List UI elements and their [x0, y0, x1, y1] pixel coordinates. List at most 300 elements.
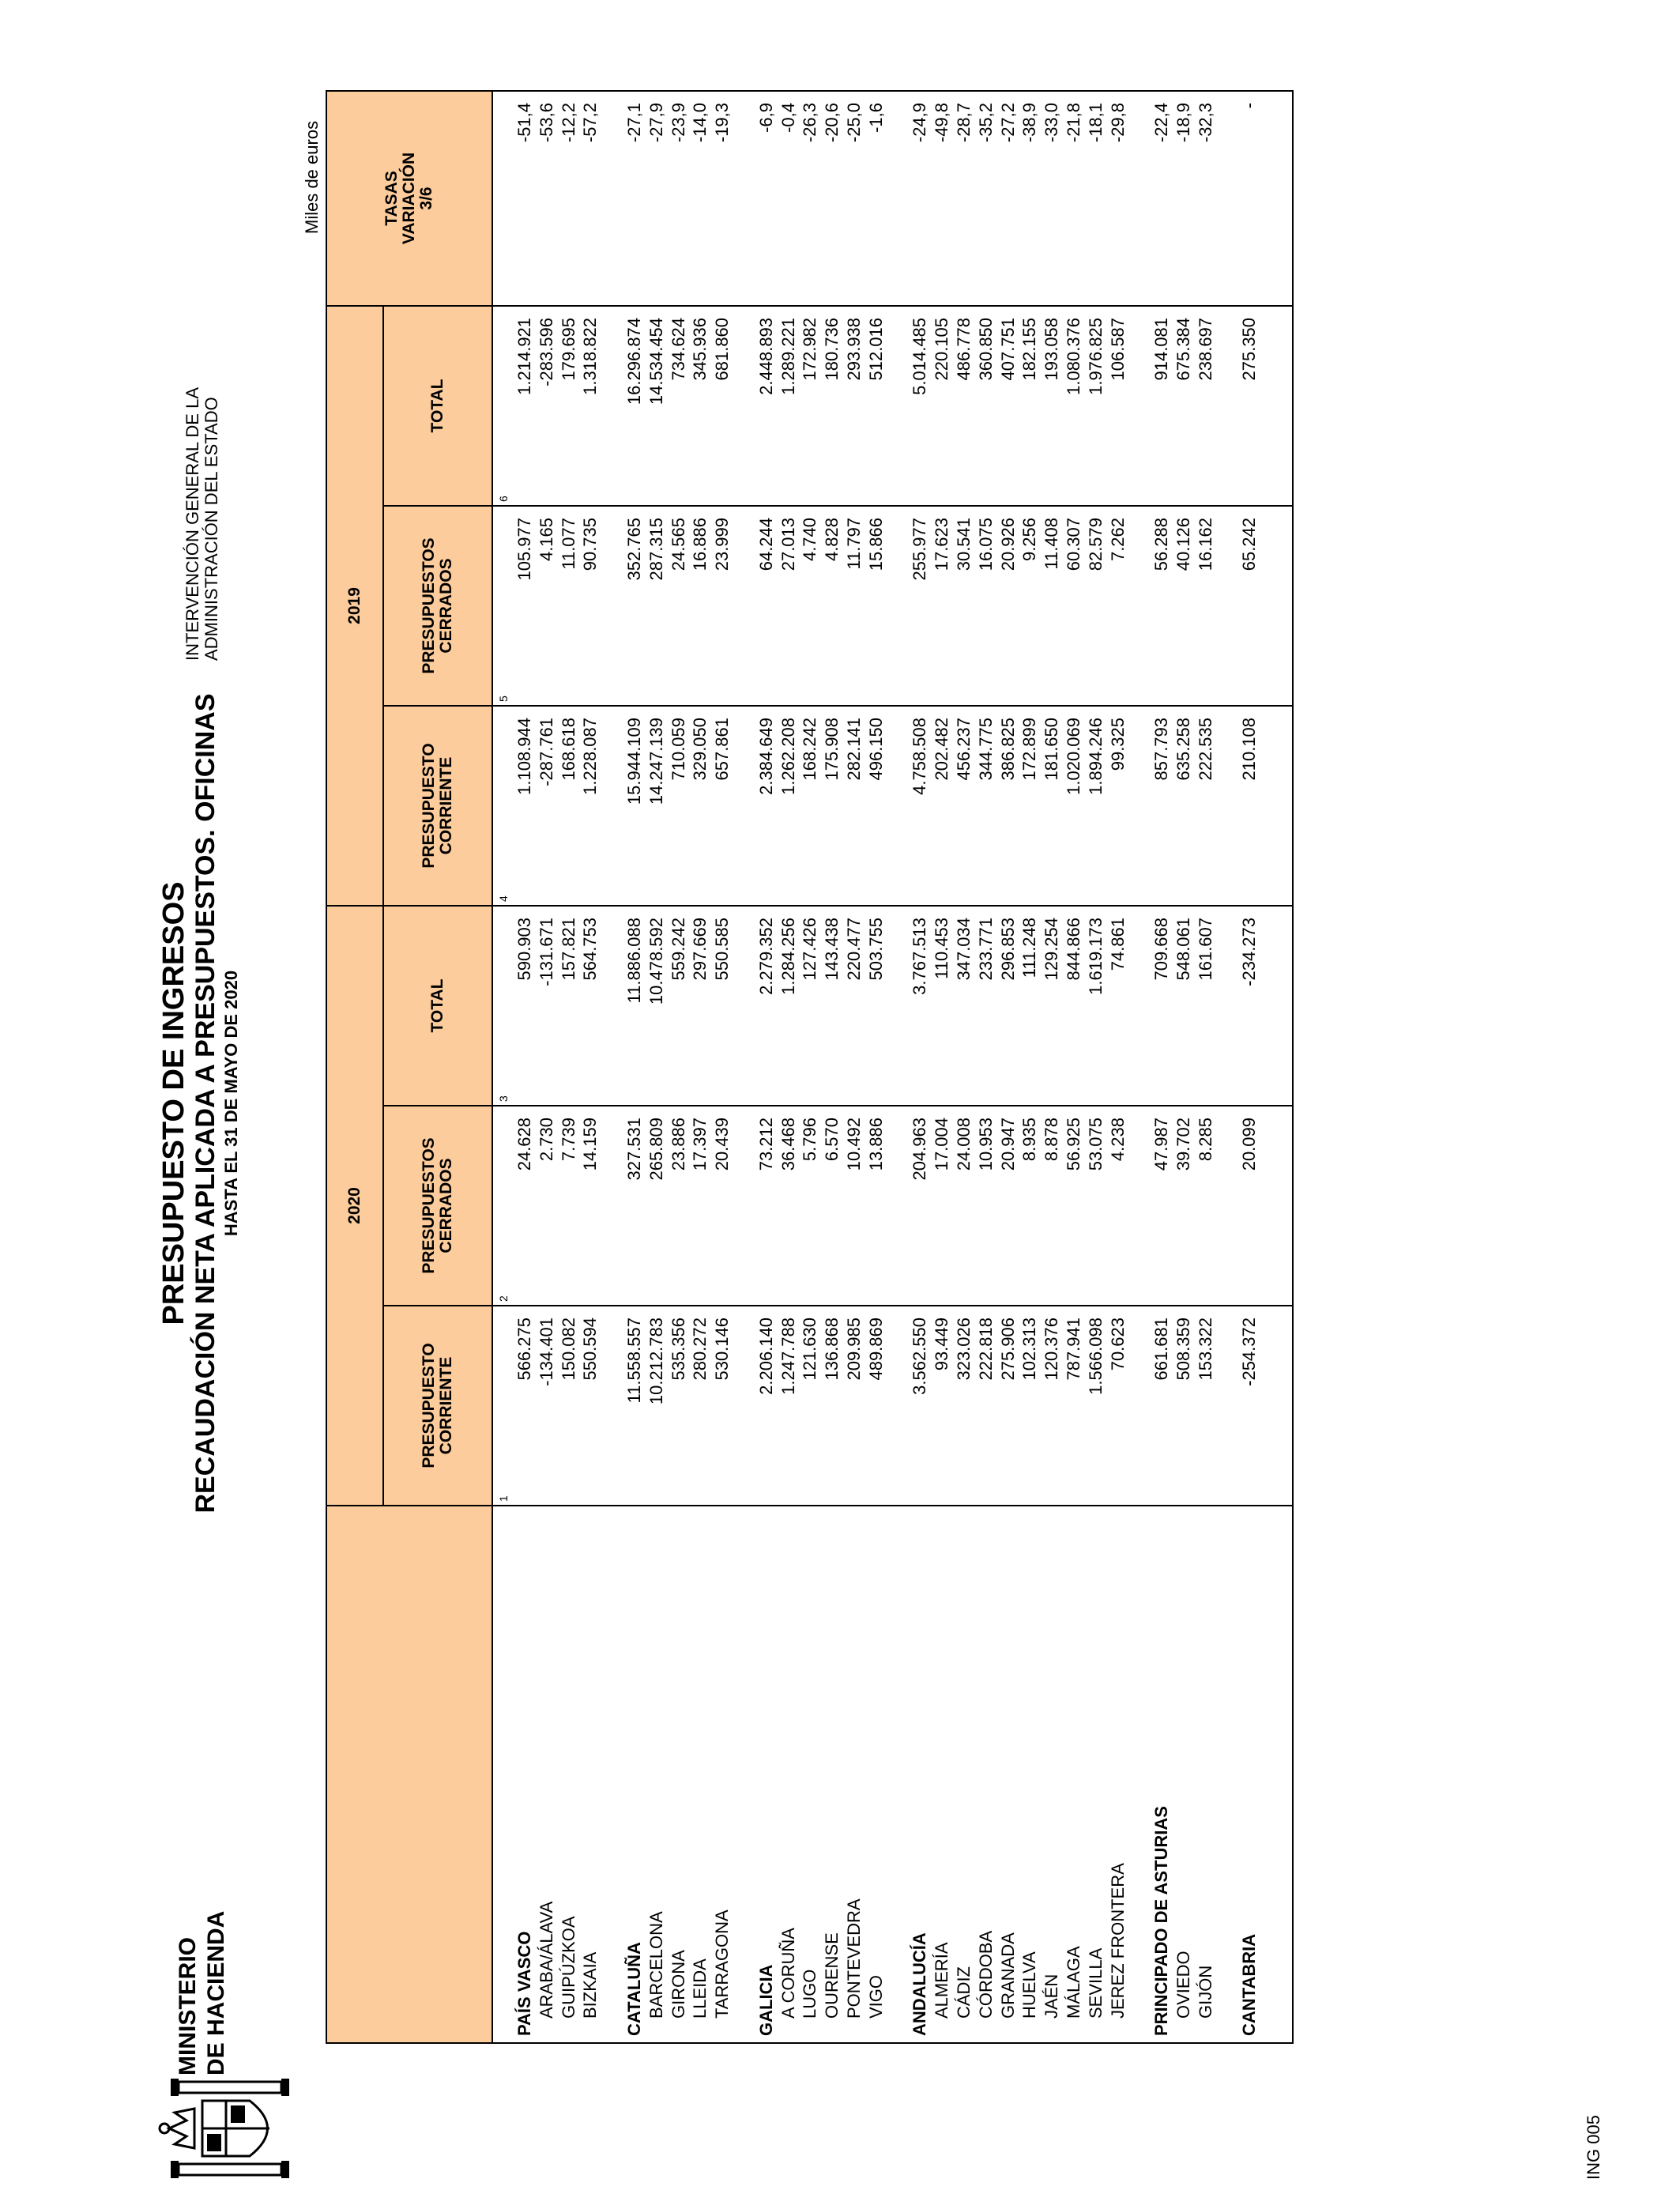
value-2020-corriente: 566.275	[514, 1306, 536, 1506]
value-2020-total: 143.438	[821, 906, 843, 1106]
spacer-cell	[601, 91, 623, 306]
value-2020-corriente: 153.322	[1195, 1306, 1217, 1506]
document-heading	[158, 566, 242, 1641]
value-2019-corriente: 657.861	[711, 706, 733, 906]
value-2019-cerrados: 11.408	[1041, 506, 1063, 706]
spacer-cell	[733, 506, 755, 706]
value-2020-total: 564.753	[579, 906, 601, 1106]
spacer-cell	[1128, 306, 1151, 506]
spacer-cell	[601, 906, 623, 1106]
spacer-cell	[1260, 1506, 1293, 2043]
office-row	[579, 91, 601, 2043]
value-2019-corriente: 635.258	[1173, 706, 1195, 906]
region-row	[909, 91, 931, 2043]
region-row	[755, 91, 778, 2043]
value-2020-total: 161.607	[1195, 906, 1217, 1106]
value-2019-total: 345.936	[689, 306, 711, 506]
value-2019-total: 1.080.376	[1063, 306, 1085, 506]
value-2019-corriente: -287.761	[536, 706, 558, 906]
value-2020-cerrados: 73.212	[755, 1106, 778, 1306]
rate-header-line-2: VARIACIÓN	[400, 152, 418, 245]
office-name: HUELVA	[1019, 1506, 1041, 2043]
office-name: LUGO	[799, 1506, 821, 2043]
header-line: PRESUPUESTOS	[420, 537, 438, 674]
value-2020-corriente: 209.985	[843, 1306, 865, 1506]
value-tasa-variacion: -25,0	[843, 91, 865, 306]
value-2019-total: 193.058	[1041, 306, 1063, 506]
office-name: CÓRDOBA	[975, 1506, 997, 2043]
value-2020-total: 110.453	[931, 906, 953, 1106]
office-row	[1063, 91, 1085, 2043]
value-2020-corriente: 280.272	[689, 1306, 711, 1506]
office-row	[953, 91, 975, 2043]
spacer-cell	[887, 906, 910, 1106]
value-2020-corriente: 11.558.557	[623, 1306, 646, 1506]
spacer-cell	[733, 306, 755, 506]
value-2020-cerrados: 20.099	[1238, 1106, 1260, 1306]
value-2020-total: 1.284.256	[778, 906, 800, 1106]
region-row	[1151, 91, 1173, 2043]
ministry-line-1: MINISTERIO	[175, 1936, 201, 2075]
value-2019-total: 407.751	[997, 306, 1019, 506]
column-index-row	[492, 91, 514, 2043]
spacer-cell	[601, 506, 623, 706]
column-index-cell: 2	[492, 1106, 514, 1306]
value-2020-total: 11.886.088	[623, 906, 646, 1106]
column-index-cell: 6	[492, 306, 514, 506]
spacer-cell	[1260, 1306, 1293, 1506]
spacer-cell	[887, 706, 910, 906]
column-index-cell	[492, 91, 514, 306]
spacer-cell	[1217, 1506, 1239, 2043]
value-2019-corriente: 99.325	[1107, 706, 1129, 906]
office-name: GUIPÚZKOA	[558, 1506, 580, 2043]
value-2020-cerrados: 23.886	[668, 1106, 690, 1306]
value-2020-corriente: 275.906	[997, 1306, 1019, 1506]
office-row	[799, 91, 821, 2043]
value-2020-total: 503.755	[865, 906, 887, 1106]
value-2019-corriente: 14.247.139	[646, 706, 668, 906]
office-name: BARCELONA	[646, 1506, 668, 2043]
office-row	[843, 91, 865, 2043]
value-2019-corriente: 222.535	[1195, 706, 1217, 906]
table-body	[492, 91, 1293, 2043]
value-2019-cerrados: 20.926	[997, 506, 1019, 706]
value-tasa-variacion: -18,1	[1085, 91, 1107, 306]
value-2020-cerrados: 20.439	[711, 1106, 733, 1306]
office-row	[536, 91, 558, 2043]
value-2019-corriente: 181.650	[1041, 706, 1063, 906]
spacer-cell	[733, 906, 755, 1106]
region-row	[623, 91, 646, 2043]
value-2020-corriente: 70.623	[1107, 1306, 1129, 1506]
value-2020-cerrados: 327.531	[623, 1106, 646, 1306]
value-2020-cerrados: 4.238	[1107, 1106, 1129, 1306]
office-row	[865, 91, 887, 2043]
office-row	[931, 91, 953, 2043]
value-2019-total: 238.697	[1195, 306, 1217, 506]
value-2019-total: 1.976.825	[1085, 306, 1107, 506]
office-row	[646, 91, 668, 2043]
value-2020-corriente: 222.818	[975, 1306, 997, 1506]
value-2020-cerrados: 8.935	[1019, 1106, 1041, 1306]
value-2019-total: 734.624	[668, 306, 690, 506]
office-name: OVIEDO	[1173, 1506, 1195, 2043]
value-tasa-variacion: -6,9	[755, 91, 778, 306]
value-tasa-variacion: -12,2	[558, 91, 580, 306]
value-2020-corriente: 787.941	[1063, 1306, 1085, 1506]
office-column-header	[326, 1506, 492, 2043]
office-name: A CORUÑA	[778, 1506, 800, 2043]
value-2020-corriente: 1.247.788	[778, 1306, 800, 1506]
spacer-cell	[1217, 706, 1239, 906]
value-2019-corriente: 496.150	[865, 706, 887, 906]
value-tasa-variacion: -1,6	[865, 91, 887, 306]
value-2020-total: 233.771	[975, 906, 997, 1106]
value-2020-corriente: 1.566.098	[1085, 1306, 1107, 1506]
value-2020-cerrados: 24.008	[953, 1106, 975, 1306]
value-2020-corriente: 661.681	[1151, 1306, 1173, 1506]
value-2019-total: 16.296.874	[623, 306, 646, 506]
col-2019-presupuesto-corriente	[383, 706, 492, 906]
value-2019-corriente: 344.775	[975, 706, 997, 906]
office-name: CÁDIZ	[953, 1506, 975, 2043]
spacer-cell	[601, 1506, 623, 2043]
spacer-cell	[887, 1506, 910, 2043]
value-2019-total: 486.778	[953, 306, 975, 506]
office-name: ALMERÍA	[931, 1506, 953, 2043]
value-2020-total: 709.668	[1151, 906, 1173, 1106]
office-row	[689, 91, 711, 2043]
value-tasa-variacion: -22,4	[1151, 91, 1173, 306]
spacer-cell	[601, 306, 623, 506]
value-2019-corriente: 4.758.508	[909, 706, 931, 906]
value-2020-cerrados: 8.285	[1195, 1106, 1217, 1306]
value-2020-cerrados: 5.796	[799, 1106, 821, 1306]
col-2020-presupuesto-corriente	[383, 1306, 492, 1506]
value-tasa-variacion: -32,3	[1195, 91, 1217, 306]
spacer-cell	[887, 1306, 910, 1506]
value-2020-total: 74.861	[1107, 906, 1129, 1106]
value-2020-cerrados: 14.159	[579, 1106, 601, 1306]
value-2019-corriente: 172.899	[1019, 706, 1041, 906]
value-tasa-variacion: -14,0	[689, 91, 711, 306]
value-2019-total: -283.596	[536, 306, 558, 506]
office-row	[1019, 91, 1041, 2043]
rate-header-line-1: TASAS	[382, 171, 401, 226]
value-2020-total: 559.242	[668, 906, 690, 1106]
spacer-cell	[1217, 906, 1239, 1106]
date-line: HASTA EL 31 DE MAYO DE 2020	[221, 970, 241, 1237]
office-row	[1041, 91, 1063, 2043]
units-label: Miles de euros	[302, 120, 322, 234]
value-2019-corriente: 386.825	[997, 706, 1019, 906]
value-2020-corriente: 2.206.140	[755, 1306, 778, 1506]
value-2020-total: 347.034	[953, 906, 975, 1106]
office-row	[975, 91, 997, 2043]
spacer-cell	[601, 706, 623, 906]
value-2019-corriente: 456.237	[953, 706, 975, 906]
office-name: JAÉN	[1041, 1506, 1063, 2043]
value-tasa-variacion: -33,0	[1041, 91, 1063, 306]
value-2019-total: 293.938	[843, 306, 865, 506]
region-name: CATALUÑA	[623, 1506, 646, 2043]
value-2019-total: 275.350	[1238, 306, 1260, 506]
igae-line-2: ADMINISTRACIÓN DEL ESTADO	[202, 397, 221, 661]
value-2019-cerrados: 27.013	[778, 506, 800, 706]
value-2020-corriente: 530.146	[711, 1306, 733, 1506]
value-2020-cerrados: 47.987	[1151, 1106, 1173, 1306]
spacer-cell	[1128, 1306, 1151, 1506]
value-2019-total: 14.534.454	[646, 306, 668, 506]
column-index-cell: 1	[492, 1306, 514, 1506]
value-2019-cerrados: 30.541	[953, 506, 975, 706]
spacer-cell	[733, 706, 755, 906]
value-2020-total: 550.585	[711, 906, 733, 1106]
spacer-row	[601, 91, 623, 2043]
spacer-cell	[1260, 506, 1293, 706]
value-2019-total: 1.318.822	[579, 306, 601, 506]
header-line: CERRADOS	[437, 558, 455, 654]
value-2020-total: 844.866	[1063, 906, 1085, 1106]
value-2019-cerrados: 11.077	[558, 506, 580, 706]
value-2019-cerrados: 16.075	[975, 506, 997, 706]
spacer-cell	[1128, 906, 1151, 1106]
spacer-cell	[1128, 1506, 1151, 2043]
value-2019-cerrados: 9.256	[1019, 506, 1041, 706]
region-name: PRINCIPADO DE ASTURIAS	[1151, 1506, 1173, 2043]
value-2019-cerrados: 90.735	[579, 506, 601, 706]
value-2019-corriente: 857.793	[1151, 706, 1173, 906]
value-2020-total: 590.903	[514, 906, 536, 1106]
value-2019-cerrados: 40.126	[1173, 506, 1195, 706]
value-2020-cerrados: 17.397	[689, 1106, 711, 1306]
value-2019-total: 2.448.893	[755, 306, 778, 506]
spacer-cell	[1217, 1106, 1239, 1306]
revenue-table	[326, 90, 1294, 2044]
value-2019-cerrados: 64.244	[755, 506, 778, 706]
value-2019-total: 1.289.221	[778, 306, 800, 506]
office-row	[668, 91, 690, 2043]
header-line: CORRIENTE	[437, 1356, 455, 1455]
value-2019-cerrados: 352.765	[623, 506, 646, 706]
spacer-cell	[1260, 1106, 1293, 1306]
col-2020-total: TOTAL	[383, 906, 492, 1106]
value-2019-total: 914.081	[1151, 306, 1173, 506]
value-2019-cerrados: 17.623	[931, 506, 953, 706]
spacer-cell	[1128, 1106, 1151, 1306]
spacer-row	[887, 91, 910, 2043]
office-name: GIJÓN	[1195, 1506, 1217, 2043]
value-2019-cerrados: 24.565	[668, 506, 690, 706]
rate-column-header	[326, 91, 492, 306]
value-2020-corriente: 121.630	[799, 1306, 821, 1506]
value-2020-cerrados: 36.468	[778, 1106, 800, 1306]
table-end-row	[1260, 91, 1293, 2043]
spacer-cell	[1217, 306, 1239, 506]
document-subtitle: RECAUDACIÓN NETA APLICADA A PRESUPUESTOS. OFICINAS	[190, 693, 220, 1514]
value-2020-cerrados: 17.004	[931, 1106, 953, 1306]
spacer-cell	[1260, 706, 1293, 906]
office-row	[1085, 91, 1107, 2043]
value-2020-total: 111.248	[1019, 906, 1041, 1106]
value-2020-total: -234.273	[1238, 906, 1260, 1106]
region-name: PAÍS VASCO	[514, 1506, 536, 2043]
value-2019-total: 360.850	[975, 306, 997, 506]
office-name: BIZKAIA	[579, 1506, 601, 2043]
value-2019-cerrados: 15.866	[865, 506, 887, 706]
value-2020-corriente: 93.449	[931, 1306, 953, 1506]
value-2020-total: 220.477	[843, 906, 865, 1106]
spacer-cell	[1217, 506, 1239, 706]
value-tasa-variacion: -18,9	[1173, 91, 1195, 306]
value-2020-corriente: 10.212.783	[646, 1306, 668, 1506]
value-2020-cerrados: 24.628	[514, 1106, 536, 1306]
year-2020-header: 2020	[326, 906, 383, 1506]
spacer-cell	[1260, 306, 1293, 506]
spacer-cell	[601, 1306, 623, 1506]
spacer-cell	[1217, 1306, 1239, 1506]
value-2019-cerrados: 56.288	[1151, 506, 1173, 706]
spacer-cell	[733, 1506, 755, 2043]
value-tasa-variacion: -21,8	[1063, 91, 1085, 306]
office-name: SEVILLA	[1085, 1506, 1107, 2043]
value-2019-total: 1.214.921	[514, 306, 536, 506]
value-2019-cerrados: 65.242	[1238, 506, 1260, 706]
spacer-cell	[1128, 91, 1151, 306]
column-index-cell: 4	[492, 706, 514, 906]
value-2019-corriente: 710.059	[668, 706, 690, 906]
value-2020-cerrados: 10.953	[975, 1106, 997, 1306]
header-line: CERRADOS	[437, 1158, 455, 1253]
value-2019-corriente: 168.618	[558, 706, 580, 906]
value-tasa-variacion: -24,9	[909, 91, 931, 306]
value-2020-corriente: 3.562.550	[909, 1306, 931, 1506]
value-2020-total: 157.821	[558, 906, 580, 1106]
office-row	[1195, 91, 1217, 2043]
value-tasa-variacion: -20,6	[821, 91, 843, 306]
office-name: ARABA/ÁLAVA	[536, 1506, 558, 2043]
value-2019-cerrados: 287.315	[646, 506, 668, 706]
office-row	[821, 91, 843, 2043]
value-2019-corriente: 202.482	[931, 706, 953, 906]
value-tasa-variacion: -19,3	[711, 91, 733, 306]
value-2020-corriente: 323.026	[953, 1306, 975, 1506]
igae-label	[183, 387, 221, 661]
value-2020-total: -131.671	[536, 906, 558, 1106]
value-2019-total: 182.155	[1019, 306, 1041, 506]
value-tasa-variacion: -23,9	[668, 91, 690, 306]
value-2020-corriente: 102.313	[1019, 1306, 1041, 1506]
spacer-cell	[1260, 906, 1293, 1106]
value-2020-corriente: 535.356	[668, 1306, 690, 1506]
region-name: CANTABRIA	[1238, 1506, 1260, 2043]
value-2019-cerrados: 82.579	[1085, 506, 1107, 706]
value-2019-total: 5.014.485	[909, 306, 931, 506]
value-2020-cerrados: 20.947	[997, 1106, 1019, 1306]
value-2020-cerrados: 204.963	[909, 1106, 931, 1306]
value-2020-cerrados: 8.878	[1041, 1106, 1063, 1306]
ministry-name	[174, 1911, 231, 2075]
region-name: GALICIA	[755, 1506, 778, 2043]
spacer-cell	[733, 1106, 755, 1306]
value-2019-cerrados: 16.162	[1195, 506, 1217, 706]
region-row	[514, 91, 536, 2043]
header-line: PRESUPUESTO	[420, 1343, 438, 1468]
value-2019-cerrados: 23.999	[711, 506, 733, 706]
value-2019-cerrados: 4.828	[821, 506, 843, 706]
value-2020-corriente: 150.082	[558, 1306, 580, 1506]
value-2019-cerrados: 16.886	[689, 506, 711, 706]
value-2020-corriente: 508.359	[1173, 1306, 1195, 1506]
value-tasa-variacion: -27,1	[623, 91, 646, 306]
value-2020-total: 3.767.513	[909, 906, 931, 1106]
column-index-cell	[492, 1506, 514, 2043]
col-2020-presupuestos-cerrados	[383, 1106, 492, 1306]
document-title: PRESUPUESTO DE INGRESOS	[157, 881, 190, 1325]
column-index-cell: 3	[492, 906, 514, 1106]
col-2019-presupuestos-cerrados	[383, 506, 492, 706]
value-tasa-variacion: -27,2	[997, 91, 1019, 306]
value-2019-cerrados: 60.307	[1063, 506, 1085, 706]
spacer-cell	[887, 91, 910, 306]
value-tasa-variacion: -53,6	[536, 91, 558, 306]
value-2019-corriente: 329.050	[689, 706, 711, 906]
value-2019-corriente: 1.108.944	[514, 706, 536, 906]
office-row	[558, 91, 580, 2043]
value-tasa-variacion: -28,7	[953, 91, 975, 306]
region-name: ANDALUCÍA	[909, 1506, 931, 2043]
value-2020-corriente: 136.868	[821, 1306, 843, 1506]
value-2019-total: 106.587	[1107, 306, 1129, 506]
coat-of-arms-icon	[147, 2077, 305, 2180]
header-line: CORRIENTE	[437, 756, 455, 855]
office-row	[997, 91, 1019, 2043]
header-line: PRESUPUESTOS	[420, 1137, 438, 1274]
office-name: TARRAGONA	[711, 1506, 733, 2043]
value-2020-total: 548.061	[1173, 906, 1195, 1106]
value-2020-total: 296.853	[997, 906, 1019, 1106]
value-2019-cerrados: 7.262	[1107, 506, 1129, 706]
value-2019-corriente: 210.108	[1238, 706, 1260, 906]
col-2019-total: TOTAL	[383, 306, 492, 506]
value-2020-corriente: 120.376	[1041, 1306, 1063, 1506]
value-tasa-variacion: -57,2	[579, 91, 601, 306]
value-2020-cerrados: 39.702	[1173, 1106, 1195, 1306]
office-row	[778, 91, 800, 2043]
value-2020-cerrados: 6.570	[821, 1106, 843, 1306]
value-2020-total: 297.669	[689, 906, 711, 1106]
spacer-cell	[733, 91, 755, 306]
value-tasa-variacion: -29,8	[1107, 91, 1129, 306]
value-2020-total: 129.254	[1041, 906, 1063, 1106]
value-2019-corriente: 282.141	[843, 706, 865, 906]
value-2019-corriente: 15.944.109	[623, 706, 646, 906]
office-name: OURENSE	[821, 1506, 843, 2043]
spacer-cell	[733, 1306, 755, 1506]
value-2020-total: 1.619.173	[1085, 906, 1107, 1106]
value-tasa-variacion: -35,2	[975, 91, 997, 306]
value-tasa-variacion: -	[1238, 91, 1260, 306]
value-2019-cerrados: 255.977	[909, 506, 931, 706]
rate-header-line-3: 3/6	[417, 187, 435, 210]
value-2019-corriente: 1.894.246	[1085, 706, 1107, 906]
column-index-cell: 5	[492, 506, 514, 706]
value-2019-cerrados: 4.740	[799, 506, 821, 706]
value-2020-cerrados: 56.925	[1063, 1106, 1085, 1306]
value-2019-cerrados: 4.165	[536, 506, 558, 706]
value-2019-corriente: 2.384.649	[755, 706, 778, 906]
